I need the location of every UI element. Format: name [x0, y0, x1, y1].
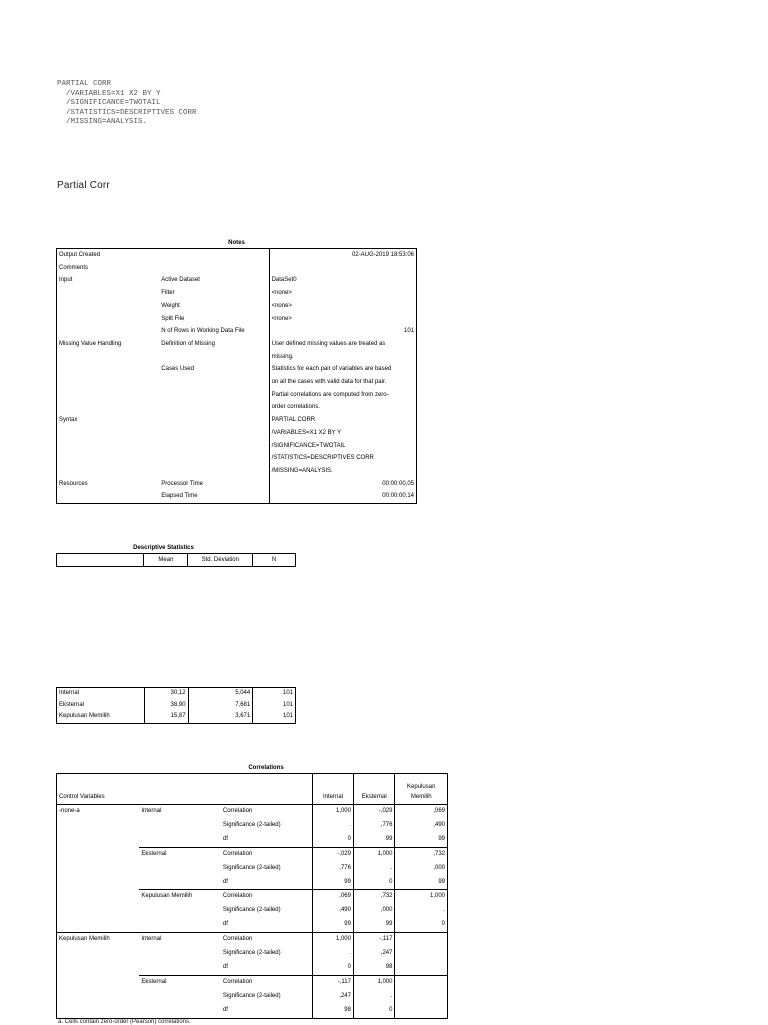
notes-cell: Resources	[59, 480, 88, 487]
correlation-cell: ,490	[313, 904, 354, 918]
descriptive-cell: Internal	[59, 690, 80, 696]
notes-row	[57, 300, 417, 313]
syntax-line: /SIGNIFICANCE=TWOTAIL	[57, 99, 161, 107]
correlation-cell	[139, 990, 221, 1004]
syntax-line: /STATISTICS=DESCRIPTIVES CORR	[57, 108, 197, 117]
correlation-cell: ,000	[395, 862, 448, 876]
correlation-cell: df	[221, 1004, 313, 1018]
notes-cell	[159, 427, 269, 440]
column-header-line: Kepulusan	[407, 784, 436, 790]
correlation-cell: 99	[395, 876, 448, 890]
correlation-cell: 1,000	[353, 847, 395, 861]
notes-table	[56, 248, 417, 504]
correlation-cell	[139, 833, 221, 847]
notes-cell: Input	[59, 277, 73, 284]
notes-cell	[159, 351, 269, 364]
descriptive-cell: 101	[253, 700, 296, 712]
correlation-cell: ,069	[313, 890, 354, 904]
notes-cell	[57, 401, 160, 414]
notes-cell: order correlations.	[271, 404, 320, 411]
correlation-cell	[57, 975, 140, 989]
correlation-cell	[139, 819, 221, 833]
correlation-cell: ,000	[353, 904, 395, 918]
notes-cell: DataSet0	[271, 277, 297, 284]
correlation-cell: ,069	[395, 805, 448, 819]
descriptive-cell: Kepulusan Memilih	[59, 713, 110, 719]
notes-cell: /MISSING=ANALYSIS.	[271, 467, 333, 474]
descriptive-row	[57, 700, 296, 712]
notes-cell: /VARIABLES=X1 X2 BY Y	[271, 429, 342, 436]
correlation-cell	[57, 876, 140, 890]
correlation-cell: ,490	[395, 819, 448, 833]
correlation-cell: ,247	[313, 990, 354, 1004]
correlation-cell: Significance (2-tailed)	[222, 992, 281, 999]
notes-cell: 00:00:00,05	[382, 480, 414, 487]
correlation-row	[57, 975, 448, 989]
notes-row	[57, 338, 417, 351]
notes-cell: <none>	[271, 290, 292, 297]
column-header-internal: Internal	[313, 774, 354, 805]
correlation-cell	[57, 833, 140, 847]
correlation-cell: Kepulusan Memilih	[141, 893, 193, 900]
correlation-cell	[395, 1004, 448, 1018]
correlation-cell: 1,000	[313, 805, 354, 819]
correlation-cell: Significance (2-tailed)	[222, 864, 281, 871]
descriptive-header-table	[56, 553, 296, 567]
correlation-cell: .	[353, 862, 395, 876]
correlation-cell: Correlation	[221, 933, 313, 947]
notes-row	[57, 414, 417, 427]
descriptive-row	[57, 688, 296, 700]
notes-cell: Processor Time	[159, 478, 269, 491]
notes-row	[57, 452, 417, 465]
correlation-cell: -,029	[353, 805, 395, 819]
correlation-cell	[395, 990, 448, 1004]
correlation-cell: .	[313, 819, 354, 833]
notes-cell	[57, 351, 160, 364]
correlation-cell: 98	[353, 961, 395, 975]
notes-row	[57, 363, 417, 376]
notes-caption: Notes	[228, 240, 245, 246]
correlation-row	[57, 990, 448, 1004]
notes-cell	[57, 325, 160, 338]
correlation-cell: 99	[313, 876, 354, 890]
correlation-cell: 99	[353, 918, 395, 932]
correlation-cell: df	[221, 918, 313, 932]
notes-row	[57, 351, 417, 364]
notes-row	[57, 313, 417, 326]
notes-cell: <none>	[271, 302, 292, 309]
notes-cell	[57, 300, 160, 313]
correlation-cell	[139, 918, 221, 932]
notes-cell: Active Dataset	[159, 274, 269, 287]
syntax-block	[57, 80, 197, 128]
correlation-row	[57, 876, 448, 890]
correlation-row	[57, 933, 448, 947]
notes-cell	[57, 440, 160, 453]
correlation-cell: Correlation	[222, 808, 253, 814]
correlation-cell: ,732	[353, 890, 395, 904]
correlation-cell	[57, 819, 140, 833]
correlation-cell: ,776	[313, 862, 354, 876]
notes-cell: User defined missing values are treated as	[271, 340, 386, 347]
descriptive-cell: Eksternal	[59, 701, 85, 708]
correlation-cell: .	[313, 947, 354, 961]
correlation-cell	[139, 862, 221, 876]
correlation-cell: 0	[353, 876, 395, 890]
correlation-row	[57, 862, 448, 876]
correlation-cell	[57, 1004, 140, 1018]
correlation-cell: 0	[395, 918, 448, 932]
descriptive-cell: 30,12	[144, 688, 188, 700]
correlation-cell: df	[221, 961, 313, 975]
correlation-cell	[57, 847, 140, 861]
notes-cell	[57, 376, 160, 389]
notes-cell	[159, 389, 269, 402]
notes-cell	[57, 490, 160, 503]
correlation-cell: Eksternal	[141, 978, 167, 985]
notes-row	[57, 478, 417, 491]
correlation-cell: Correlation	[222, 850, 253, 857]
correlation-cell: Internal	[141, 808, 162, 814]
correlation-cell: Significance (2-tailed)	[222, 821, 281, 828]
correlation-cell	[395, 961, 448, 975]
notes-cell	[159, 440, 269, 453]
correlation-row	[57, 947, 448, 961]
notes-row	[57, 249, 417, 262]
notes-row	[57, 325, 417, 338]
correlation-cell: 1,000	[395, 890, 448, 904]
notes-cell: Split File	[159, 313, 269, 326]
notes-cell: missing.	[271, 353, 294, 360]
correlation-cell: -,029	[313, 847, 354, 861]
descriptive-row	[57, 711, 296, 723]
notes-cell: Missing Value Handling	[59, 340, 122, 347]
notes-cell: 00:00:00,14	[382, 493, 414, 500]
correlation-row	[57, 918, 448, 932]
notes-cell	[159, 262, 269, 275]
correlation-cell	[395, 947, 448, 961]
notes-cell: <none>	[271, 315, 292, 322]
correlation-cell	[57, 890, 140, 904]
correlation-cell: -,117	[313, 975, 354, 989]
notes-cell	[57, 287, 160, 300]
correlation-cell: 0	[353, 1004, 395, 1018]
descriptive-cell: 7,681	[188, 700, 253, 712]
descriptive-header-cell: Mean	[144, 554, 188, 567]
notes-cell: Elapsed Time	[159, 490, 269, 503]
section-heading: Partial Corr	[57, 180, 110, 191]
notes-row	[57, 465, 417, 478]
correlation-row	[57, 833, 448, 847]
correlation-cell: -,117	[353, 933, 395, 947]
column-header-line: Memilih	[410, 794, 432, 800]
notes-cell	[57, 389, 160, 402]
correlation-cell: Kepulusan Memilih	[57, 933, 140, 947]
notes-cell	[159, 414, 269, 427]
correlation-cell: -none-a	[59, 808, 80, 814]
notes-cell	[159, 465, 269, 478]
notes-cell: 02-AUG-2019 18:53:06	[351, 252, 414, 258]
notes-row	[57, 440, 417, 453]
correlation-cell: Eksternal	[141, 850, 167, 857]
notes-row	[57, 389, 417, 402]
notes-cell	[159, 401, 269, 414]
descriptive-cell: 101	[253, 688, 296, 700]
notes-cell: Statistics for each pair of variables are based	[271, 366, 392, 373]
notes-cell: Partial correlations are computed from zero-	[271, 391, 389, 398]
correlation-cell: 0	[313, 833, 354, 847]
correlation-cell: Significance (2-tailed)	[222, 907, 281, 914]
correlation-cell	[139, 947, 221, 961]
correlation-row	[57, 904, 448, 918]
notes-cell: 101	[403, 328, 414, 335]
correlation-cell: 99	[353, 833, 395, 847]
notes-cell	[57, 427, 160, 440]
notes-cell: on all the cases with valid data for that pair.	[271, 379, 387, 386]
notes-cell	[57, 313, 160, 326]
correlation-cell: 1,000	[353, 975, 395, 989]
correlation-cell: 98	[313, 1004, 354, 1018]
control-variables-header: Control Variables	[57, 774, 313, 805]
correlation-row	[57, 890, 448, 904]
correlation-cell: Correlation	[222, 893, 253, 900]
descriptive-cell: 38,90	[144, 700, 188, 712]
correlation-cell	[139, 961, 221, 975]
notes-cell: /STATISTICS=DESCRIPTIVES CORR	[271, 455, 374, 462]
notes-cell: N of Rows in Working Data File	[159, 325, 269, 338]
descriptive-cell: 3,671	[188, 711, 253, 723]
notes-cell: Weight	[159, 300, 269, 313]
correlation-cell	[57, 862, 140, 876]
notes-row	[57, 262, 417, 275]
descriptive-data-table	[56, 687, 296, 724]
descriptive-header-cell	[57, 554, 144, 567]
correlation-cell: ,776	[353, 819, 395, 833]
notes-cell	[57, 465, 160, 478]
correlation-cell	[57, 904, 140, 918]
notes-row	[57, 274, 417, 287]
descriptive-cell: 5,044	[188, 688, 253, 700]
column-header-kepulusan	[395, 774, 448, 805]
correlation-row	[57, 847, 448, 861]
correlation-cell: 0	[313, 961, 354, 975]
correlation-cell: df	[221, 833, 313, 847]
correlation-cell	[57, 961, 140, 975]
notes-row	[57, 287, 417, 300]
correlation-cell	[395, 975, 448, 989]
correlation-cell	[395, 933, 448, 947]
notes-cell: Output Created	[59, 252, 101, 258]
correlation-cell: Correlation	[222, 978, 253, 985]
correlation-cell: 99	[395, 833, 448, 847]
descriptive-cell: 15,87	[144, 711, 188, 723]
descriptive-header-cell: N	[253, 554, 296, 567]
correlation-cell	[57, 990, 140, 1004]
correlation-cell: .	[395, 904, 448, 918]
notes-row	[57, 401, 417, 414]
correlation-cell: .	[353, 990, 395, 1004]
correlation-cell	[57, 947, 140, 961]
notes-cell	[159, 249, 269, 262]
correlation-cell: Internal	[139, 933, 221, 947]
correlations-footnote: a. Cells contain zero-order (Pearson) correlations.	[58, 1019, 191, 1025]
correlation-row	[57, 961, 448, 975]
notes-cell: Definition of Missing	[159, 338, 269, 351]
descriptive-cell: 101	[253, 711, 296, 723]
correlation-cell	[139, 904, 221, 918]
notes-cell	[159, 376, 269, 389]
notes-cell: Filter	[159, 287, 269, 300]
notes-cell: /SIGNIFICANCE=TWOTAIL	[271, 442, 346, 449]
notes-cell: Cases Used	[159, 363, 269, 376]
notes-row	[57, 490, 417, 503]
correlation-row	[57, 805, 448, 819]
notes-row	[57, 376, 417, 389]
notes-cell: Syntax	[59, 417, 78, 424]
correlation-cell	[57, 918, 140, 932]
correlation-cell	[139, 1004, 221, 1018]
correlation-cell: ,247	[353, 947, 395, 961]
correlation-cell	[139, 876, 221, 890]
correlation-cell: 1,000	[313, 933, 354, 947]
correlation-row	[57, 819, 448, 833]
notes-cell: Comments	[59, 264, 89, 271]
descriptive-header-cell: Std. Deviation	[188, 554, 253, 567]
notes-row	[57, 427, 417, 440]
syntax-line: /VARIABLES=X1 X2 BY Y	[57, 89, 161, 98]
notes-cell	[57, 452, 160, 465]
correlation-cell: Significance (2-tailed)	[222, 950, 281, 957]
descriptive-caption: Descriptive Statistics	[133, 545, 194, 551]
correlation-cell: ,732	[395, 847, 448, 861]
notes-cell	[269, 262, 416, 275]
correlations-caption: Correlations	[248, 765, 284, 771]
notes-cell	[57, 363, 160, 376]
notes-cell	[159, 452, 269, 465]
correlation-cell: df	[221, 876, 313, 890]
notes-cell: PARTIAL CORR	[271, 417, 316, 424]
correlations-table	[56, 773, 448, 1019]
correlation-cell: 99	[313, 918, 354, 932]
syntax-line: PARTIAL CORR	[57, 80, 112, 88]
correlation-row	[57, 1004, 448, 1018]
column-header-eksternal: Eksternal	[353, 774, 395, 805]
syntax-line: /MISSING=ANALYSIS.	[57, 118, 148, 126]
